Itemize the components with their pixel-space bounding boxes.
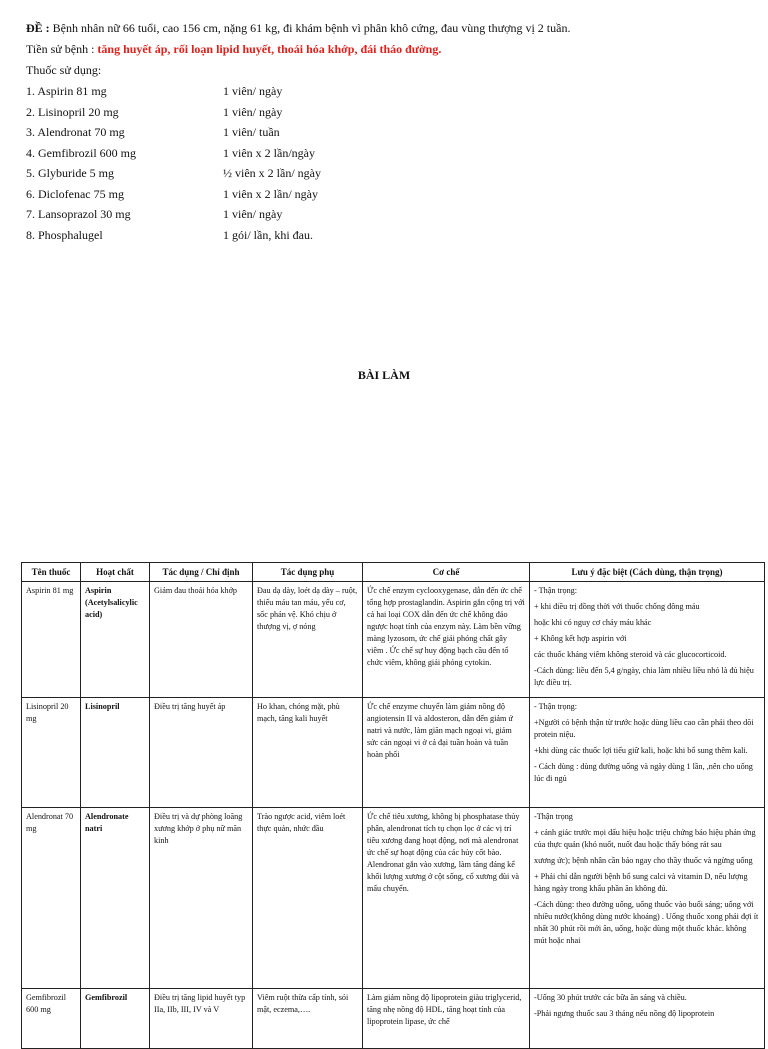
cell-notes xyxy=(530,989,765,1049)
cell-side-effects: Đau dạ dày, loét dạ dày – ruột, thiếu máu tan máu, yếu cơ, sốc phản vệ. Khó chịu ở thượng vị, ợ nóng xyxy=(253,582,363,698)
table-body xyxy=(22,582,765,1049)
cell-ingredient: Aspirin (Acetylsalicylic acid) xyxy=(81,582,150,698)
table-row xyxy=(22,698,765,808)
table-row xyxy=(22,808,765,989)
cell-mechanism: Làm giảm nồng độ lipoprotein giàu triglycerid, tăng nhẹ nồng độ HDL, tăng hoạt tính của lipoprotein lipase, ức chế xyxy=(363,989,530,1049)
medication-dose: 1 viên x 2 lần/ ngày xyxy=(223,186,318,201)
drug-table xyxy=(21,562,765,1049)
cell-side-effects: Trào ngược acid, viêm loét thực quản, nhức đầu xyxy=(253,808,363,989)
cell-side-effects: Viêm ruột thừa cấp tính, sỏi mật, eczema,…. xyxy=(253,989,363,1049)
medication-name: 6. Diclofenac 75 mg xyxy=(26,186,124,201)
col-header: Lưu ý đặc biệt (Cách dùng, thận trọng) xyxy=(530,563,765,582)
cell-notes xyxy=(530,582,765,698)
note-line: + cảnh giác trước mọi dấu hiệu hoặc triệu chứng báo hiệu phản ứng của thực quản (khó nuốt, nuốt đau hoặc thấy bỏng rát sau xyxy=(534,828,756,849)
note-line: - Thận trọng: xyxy=(534,702,578,711)
cell-side-effects: Ho khan, chóng mặt, phù mạch, tăng kali huyết xyxy=(253,698,363,808)
medication-name: 4. Gemfibrozil 600 mg xyxy=(26,145,136,160)
medication-item xyxy=(26,81,746,102)
note-line: + Phải chỉ dẫn người bệnh bổ sung calci và vitamin D, nếu lượng hàng ngày trong khẩu phần ăn không đủ. xyxy=(534,872,748,893)
medication-item xyxy=(26,163,746,184)
medication-name: 7. Lansoprazol 30 mg xyxy=(26,207,131,221)
note-line: xương ức); bệnh nhân cần báo ngay cho thầy thuốc và ngừng uống xyxy=(534,856,753,865)
cell-drug-name: Gemfibrozil 600 mg xyxy=(22,989,81,1049)
medication-item xyxy=(26,204,746,225)
medication-dose: 1 viên/ tuần xyxy=(223,125,280,139)
cell-indication: Giảm đau thoái hóa khớp xyxy=(150,582,253,698)
table-row xyxy=(22,582,765,698)
cell-indication: Điều trị tăng lipid huyết typ IIa, IIb, III, IV và V xyxy=(150,989,253,1049)
cell-mechanism: Ức chế tiêu xương, không bị phosphatase thủy phân, alendronat tích tụ chọn lọc ở các vị trí tiêu xương đang hoạt động, nơi mà alendronat ức chế sự hoạt động của các hủy cốt bào. Alendronat gắn vào xương, làm tăng đáng kể khối lượng xương ở cột sống, cổ xương đùi và mấu chuyển. xyxy=(363,808,530,989)
case-statement xyxy=(26,18,746,39)
note-line: hoặc khi có nguy cơ chảy máu khác xyxy=(534,618,652,627)
case-label: ĐỀ : xyxy=(26,21,50,35)
meds-label: Thuốc sử dụng: xyxy=(26,63,102,77)
cell-drug-name: Alendronat 70 mg xyxy=(22,808,81,989)
note-line: +khi dùng các thuốc lợi tiểu giữ kali, hoặc khi bổ sung thêm kali. xyxy=(534,746,748,755)
col-header: Tác dụng / Chỉ định xyxy=(150,563,253,582)
medication-item xyxy=(26,102,746,123)
section-title: BÀI LÀM xyxy=(357,368,411,382)
medication-list xyxy=(26,81,746,245)
cell-mechanism: Ức chế enzym cyclooxygenase, dẫn đến ức chế tổng hợp prostaglandin. Aspirin gắn cộng trị với cả hai loại COX dẫn đến ức chế không đảo ngược hoạt tính của enzym này. Làm bền vững màng lyzosom, ức chế giải phóng chất gây viêm . Ức chế sự huy động bạch cầu đến tổ chức viêm, không giải phóng cytokin. xyxy=(363,582,530,698)
cell-ingredient: Alendronate natri xyxy=(81,808,150,989)
cell-indication: Điều trị và dự phòng loãng xương khớp ở phụ nữ mãn kinh xyxy=(150,808,253,989)
col-header: Cơ chế xyxy=(363,563,530,582)
medication-dose: 1 viên x 2 lần/ngày xyxy=(223,145,315,160)
medication-dose: ½ viên x 2 lần/ ngày xyxy=(223,166,321,180)
cell-ingredient: Gemfibrozil xyxy=(81,989,150,1049)
medication-item xyxy=(26,184,746,205)
medication-name: 2. Lisinopril 20 mg xyxy=(26,104,119,119)
note-line: + khi điều trị đồng thời với thuốc chống đông máu xyxy=(534,602,700,611)
medical-history xyxy=(26,39,746,60)
medication-item xyxy=(26,143,746,164)
table-row xyxy=(22,989,765,1049)
case-header xyxy=(26,18,746,245)
note-line: -Thận trọng xyxy=(534,812,573,821)
medication-dose: 1 viên/ ngày xyxy=(223,84,283,98)
history-text: tăng huyết áp, rối loạn lipid huyết, thoái hóa khớp, đái tháo đường. xyxy=(97,42,442,56)
medication-dose: 1 gói/ lần, khi đau. xyxy=(223,227,313,242)
cell-notes xyxy=(530,698,765,808)
note-line: -Phải ngưng thuốc sau 3 tháng nếu nồng độ lipoprotein xyxy=(534,1009,715,1018)
cell-mechanism: Ức chế enzyme chuyển làm giảm nồng độ angiotensin II và aldosteron, dẫn đến giảm ứ natri và nước, làm giãn mạch ngoại vi, giảm sức cản ngoại vi ở cả đại tuần hoàn và tuần hoàn phổi xyxy=(363,698,530,808)
col-header: Tên thuốc xyxy=(22,563,81,582)
medication-name: 1. Aspirin 81 mg xyxy=(26,84,107,98)
note-line: - Cách dùng : dùng đường uống và ngày dùng 1 lần, ,nên cho uống lúc đi ngủ xyxy=(534,762,753,783)
note-line: các thuốc kháng viêm không steroid và các glucocorticoid. xyxy=(534,650,727,659)
col-header: Hoạt chất xyxy=(81,563,150,582)
note-line: +Người có bệnh thận từ trước hoặc dùng liều cao cần phải theo dõi protein niệu. xyxy=(534,718,754,739)
note-line: + Không kết hợp aspirin với xyxy=(534,634,627,643)
col-header: Tác dụng phụ xyxy=(253,563,363,582)
medication-item xyxy=(26,122,746,143)
cell-drug-name: Lisinopril 20 mg xyxy=(22,698,81,808)
note-line: -Cách dùng: liều đến 5,4 g/ngày, chia làm nhiều liều nhỏ là đủ hiệu lực điều trị. xyxy=(534,666,754,687)
cell-indication: Điều trị tăng huyết áp xyxy=(150,698,253,808)
medication-name: 8. Phosphalugel xyxy=(26,227,103,242)
medication-name: 5. Glyburide 5 mg xyxy=(26,166,114,180)
table-header-row xyxy=(22,563,765,582)
medication-dose: 1 viên/ ngày xyxy=(223,207,283,221)
cell-ingredient: Lisinopril xyxy=(81,698,150,808)
medication-name: 3. Alendronat 70 mg xyxy=(26,125,125,139)
case-text: Bệnh nhân nữ 66 tuổi, cao 156 cm, nặng 61 kg, đi khám bệnh vì phân khô cứng, đau vùng thượng vị 2 tuần. xyxy=(52,21,571,35)
note-line: - Thận trọng: xyxy=(534,586,578,595)
medication-dose: 1 viên/ ngày xyxy=(223,104,283,119)
cell-drug-name: Aspirin 81 mg xyxy=(22,582,81,698)
cell-notes xyxy=(530,808,765,989)
note-line: -Uống 30 phút trước các bữa ăn sáng và chiều. xyxy=(534,993,687,1002)
medication-item xyxy=(26,225,746,246)
history-label: Tiền sử bệnh : xyxy=(26,42,95,56)
note-line: -Cách dùng: theo đường uống, uống thuốc vào buổi sáng; uống với nhiều nước(không dùng nước khoáng) . Uống thuốc xong phải đợi ít nhất 30 phút rồi mới ăn, uống, hoặc dùng một thuốc khác. không mút hoặc nhai xyxy=(534,900,759,945)
